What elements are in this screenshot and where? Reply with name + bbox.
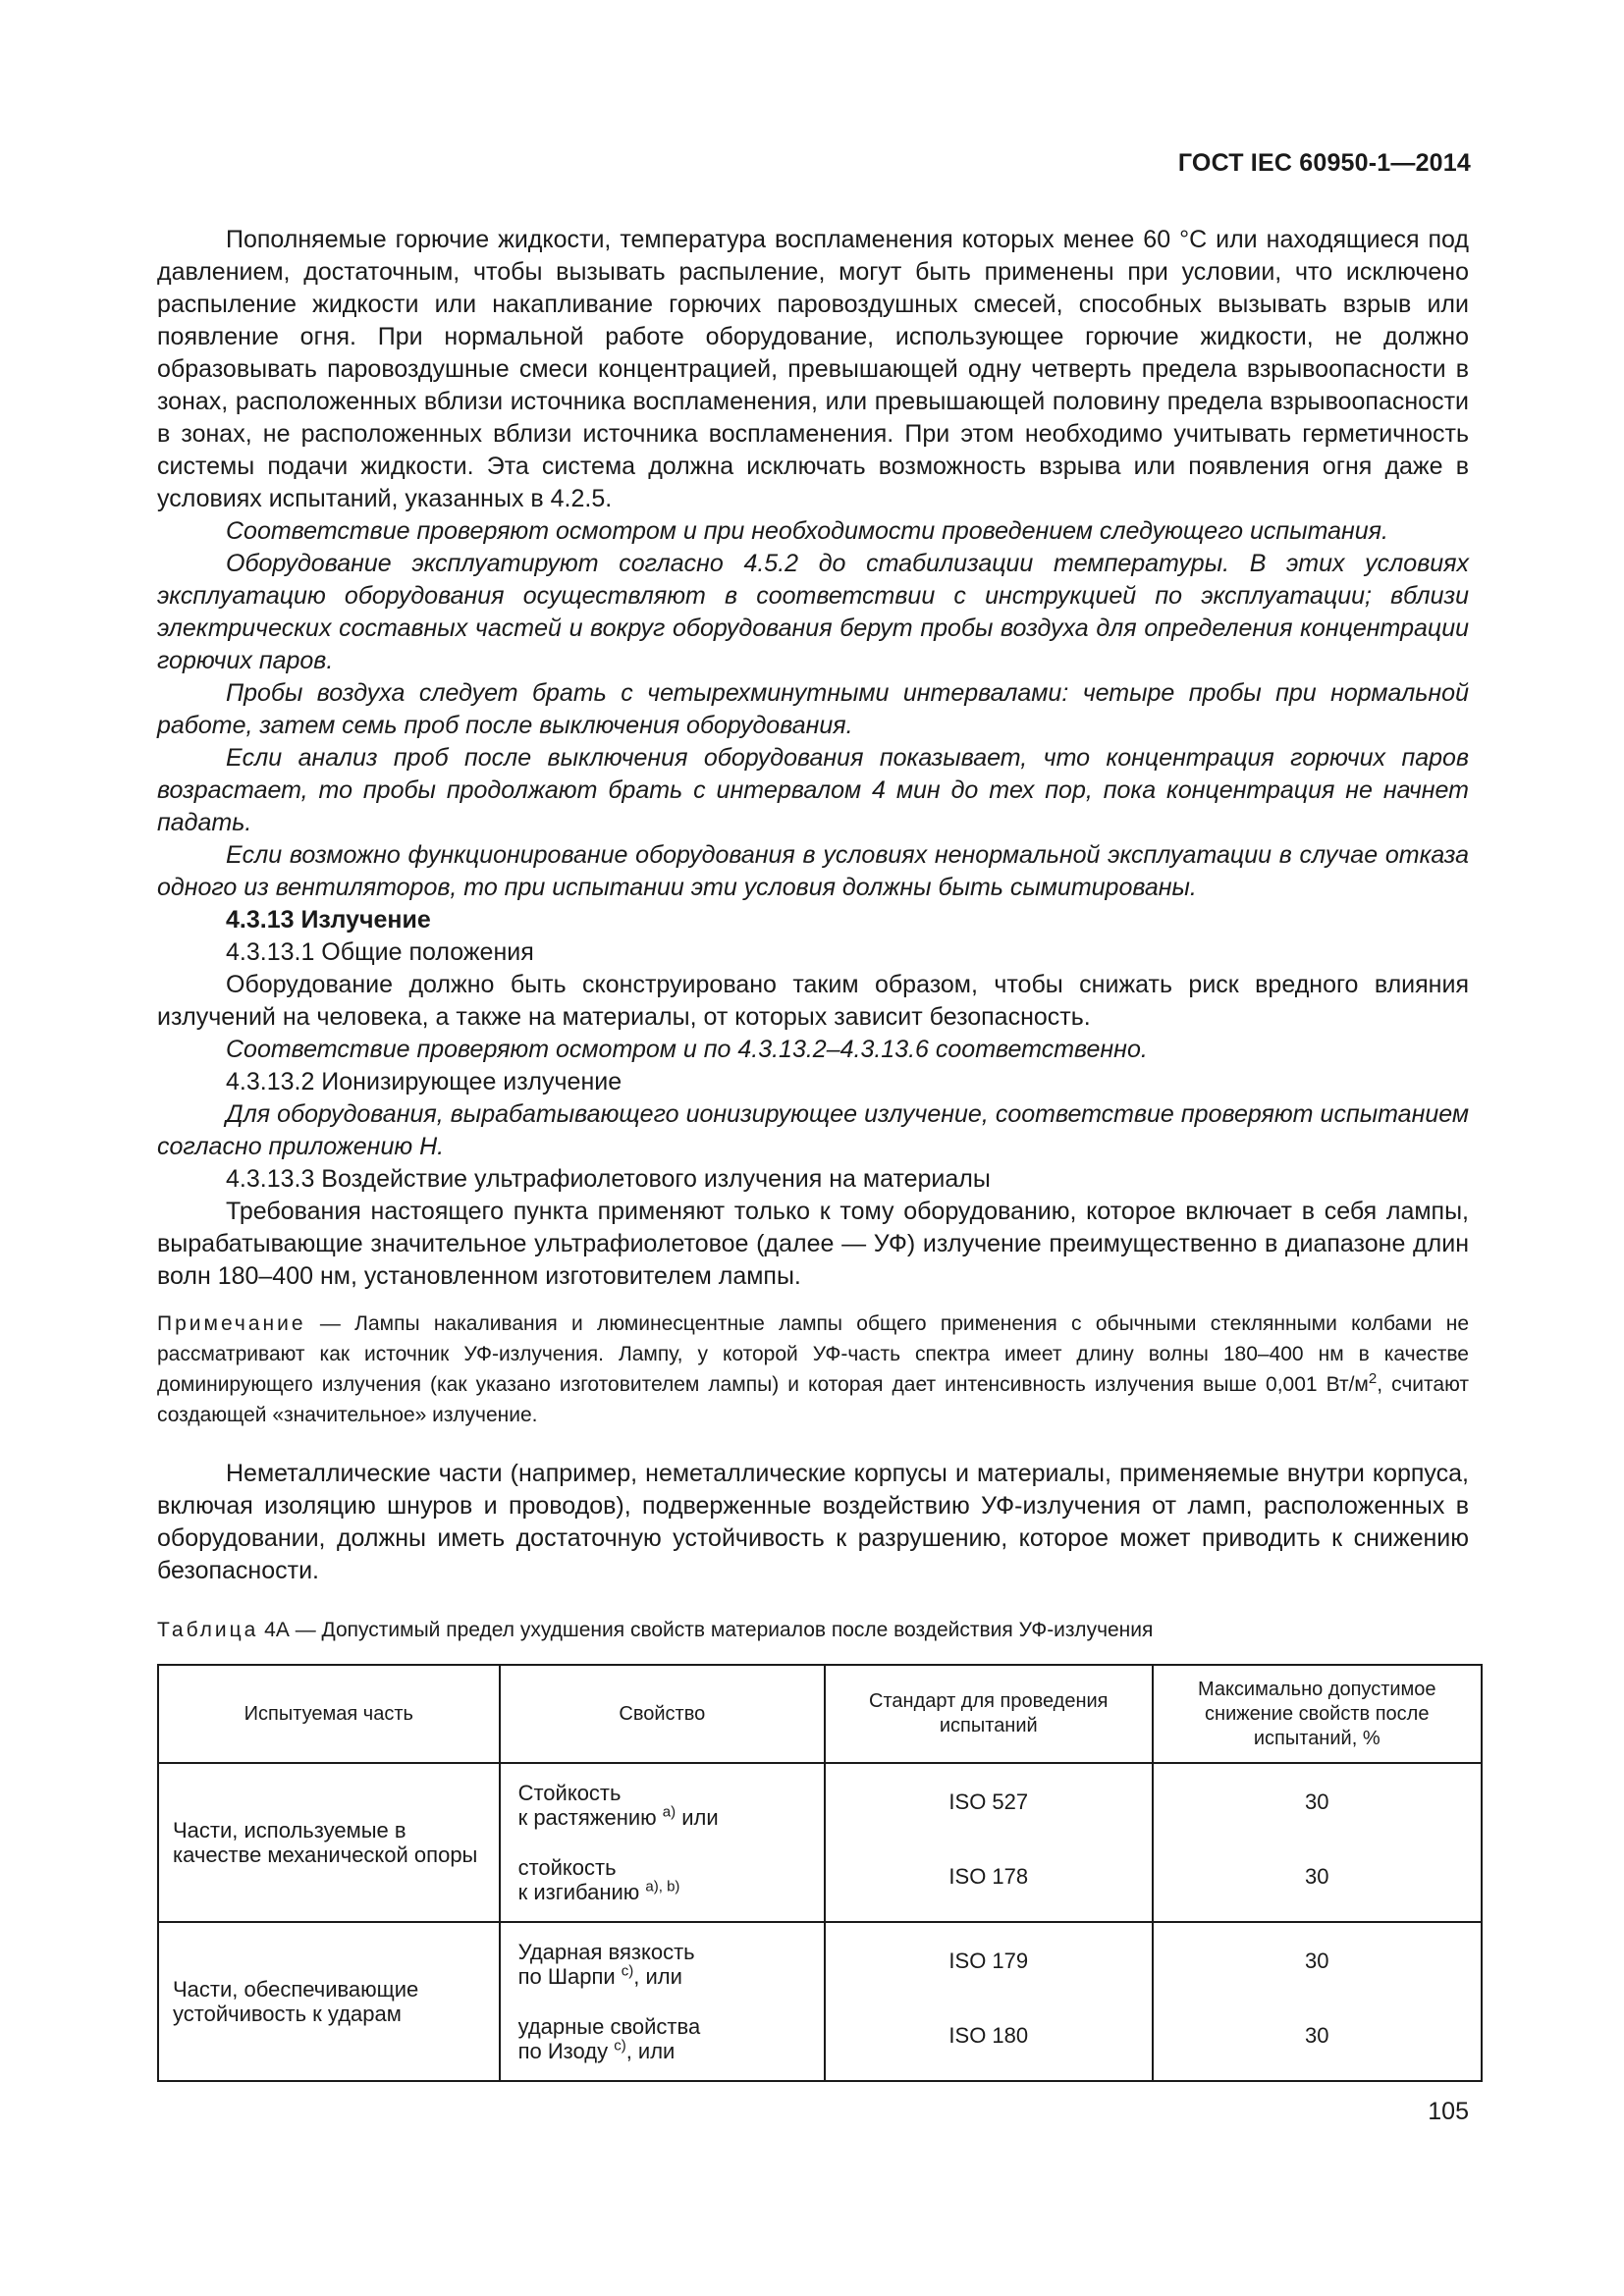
paragraph-air-samples: Пробы воздуха следует брать с четырехминутными интервалами: четыре пробы при нормальной работе, затем семь проб после выключения оборудования. (157, 679, 1469, 739)
max-reduction-value: 30 (1305, 2022, 1329, 2048)
max-reduction-value: 30 (1305, 1863, 1329, 1889)
paragraph-radiation-compliance: Соответствие проверяют осмотром и по 4.3.13.2–4.3.13.6 соответственно. (226, 1036, 1148, 1063)
property-line: Стойкость (517, 1781, 622, 1805)
table-cell-property (500, 1922, 826, 2081)
table-cell-max-reduction (1153, 1763, 1483, 1922)
property-line: Ударная вязкость (517, 1940, 695, 1964)
standard-value: ISO 527 (948, 1789, 1029, 1814)
document-header-code: ГОСТ IEC 60950-1—2014 (1177, 149, 1471, 177)
paragraph-compliance-check: Соответствие проверяют осмотром и при необходимости проведением следующего испытания. (226, 517, 1388, 545)
table-header-cell: Стандарт для проведения испытаний (825, 1665, 1152, 1763)
note-superscript: 2 (1368, 1370, 1378, 1387)
subsection-heading-general: 4.3.13.1 Общие положения (226, 938, 534, 966)
table-header-cell: Максимально допустимое снижение свойств после испытаний, % (1153, 1665, 1483, 1763)
note-label: Примечание (157, 1312, 306, 1335)
property-line: к изгибанию $^{а), b)}$ (517, 1878, 680, 1904)
table-header-row (158, 1665, 1482, 1763)
table-cell-part: Части, обеспечивающие устойчивость к ударам (158, 1922, 500, 2081)
property-entry (518, 1768, 807, 1842)
uv-degradation-table (157, 1664, 1483, 2082)
table-row (158, 1763, 1482, 1922)
paragraph-nonmetallic-parts: Неметаллические части (например, неметаллические корпусы и материалы, применяемые внутри корпуса, включая изоляцию шнуров и проводов), подверженные воздействию УФ-излучения от ламп, расположенных в оборудовании, должны иметь достаточную устойчивость к разрушению, которое может приводить к снижению безопасности. (157, 1460, 1469, 1584)
standard-value: ISO 179 (948, 1948, 1029, 1973)
paragraph-uv-requirements: Требования настоящего пункта применяют только к тому оборудованию, которое включает в себя лампы, вырабатывающие значительное ультрафиолетовое (далее — УФ) излучение преимущественно в диапазоне длин волн 180–400 нм, установленном изготовителем лампы. (157, 1198, 1469, 1290)
table-caption-label: Таблица (157, 1619, 259, 1641)
paragraph-radiation-risk: Оборудование должно быть сконструировано таким образом, чтобы снижать риск вредного влияния излучений на человека, а также на материалы, от которых зависит безопасность. (157, 971, 1469, 1031)
paragraph-operation-test: Оборудование эксплуатируют согласно 4.5.2 до стабилизации температуры. В этих условиях эксплуатацию оборудования осуществляют в соответствии с инструкцией по эксплуатации; вблизи электрических составных частей и вокруг оборудования берут пробы воздуха для определения концентрации горючих паров. (157, 550, 1469, 674)
table-cell-standard (825, 1922, 1152, 2081)
paragraph-flammable-liquids: Пополняемые горючие жидкости, температура воспламенения которых менее 60 °С или находящиеся под давлением, достаточным, чтобы вызывать распыление, могут быть применены при условии, что исключено распыление жидкости или накапливание горючих паровоздушных смесей, способных вызывать взрыв или появление огня. При нормальной работе оборудование, использующее горючие жидкости, не должно образовывать паровоздушные смеси концентрацией, превышающей одну четверть предела взрывоопасности в зонах, расположенных вблизи источника воспламенения, или превышающей половину предела взрывоопасности в зонах, не расположенных вблизи источника воспламенения. При этом необходимо учитывать герметичность системы подачи жидкости. Эта система должна исключать возможность взрыва или появления огня даже в условиях испытаний, указанных в 4.2.5. (157, 226, 1469, 512)
document-body (157, 224, 1469, 2082)
property-line: по Изоду $^{с)}$, или (517, 2037, 676, 2063)
property-entry (518, 2002, 807, 2076)
table-caption (157, 1617, 1469, 1644)
subsection-heading-uv: 4.3.13.3 Воздействие ультрафиолетового излучения на материалы (226, 1165, 991, 1193)
table-caption-text: 4А — Допустимый предел ухудшения свойств материалов после воздействия УФ-излучения (258, 1619, 1154, 1641)
max-reduction-value: 30 (1305, 1789, 1329, 1814)
subsection-heading-ionizing: 4.3.13.2 Ионизирующее излучение (226, 1068, 623, 1095)
page-number: 105 (1428, 2098, 1469, 2125)
property-line: стойкость (517, 1855, 617, 1880)
table-cell-max-reduction (1153, 1922, 1483, 2081)
table-cell-property (500, 1763, 826, 1922)
standard-value: ISO 180 (948, 2022, 1029, 2048)
table-row (158, 1922, 1482, 2081)
table-cell-standard (825, 1763, 1152, 1922)
property-line: по Шарпи $^{с)}$, или (517, 1962, 682, 1989)
table-header-cell: Испытуемая часть (158, 1665, 500, 1763)
max-reduction-value: 30 (1305, 1948, 1329, 1973)
section-heading-radiation: 4.3.13 Излучение (226, 906, 431, 934)
paragraph-ionizing-compliance: Для оборудования, вырабатывающего ионизирующее излучение, соответствие проверяют испытанием согласно приложению Н. (157, 1100, 1469, 1160)
property-entry (518, 1927, 807, 2002)
table-cell-part: Части, используемые в качестве механической опоры (158, 1763, 500, 1922)
note-block (157, 1308, 1469, 1430)
paragraph-sample-analysis: Если анализ проб после выключения оборудования показывает, что концентрация горючих паров возрастает, то пробы продолжают брать с интервалом 4 мин до тех пор, пока концентрация не начнет падать. (157, 744, 1469, 836)
table-header-cell: Свойство (500, 1665, 826, 1763)
property-entry (518, 1842, 807, 1917)
property-line: ударные свойства (517, 2014, 701, 2039)
standard-value: ISO 178 (948, 1863, 1029, 1889)
note-tail: , считают создающей «значительное» излучение. (157, 1373, 1469, 1426)
property-line: к растяжению $^{а)}$ или (517, 1803, 719, 1830)
paragraph-fan-failure: Если возможно функционирование оборудования в условиях ненормальной эксплуатации в случае отказа одного из вентиляторов, то при испытании эти условия должны быть сымитированы. (157, 841, 1469, 901)
note-text: — Лампы накаливания и люминесцентные лампы общего применения с обычными стеклянными колбами не рассматривают как источник УФ-излучения. Лампу, у которой УФ-часть спектра имеет длину волны 180–400 нм в качестве доминирующего излучения (как указано изготовителем лампы) и которая дает интенсивность излучения выше 0,001 Вт/м (157, 1312, 1469, 1396)
